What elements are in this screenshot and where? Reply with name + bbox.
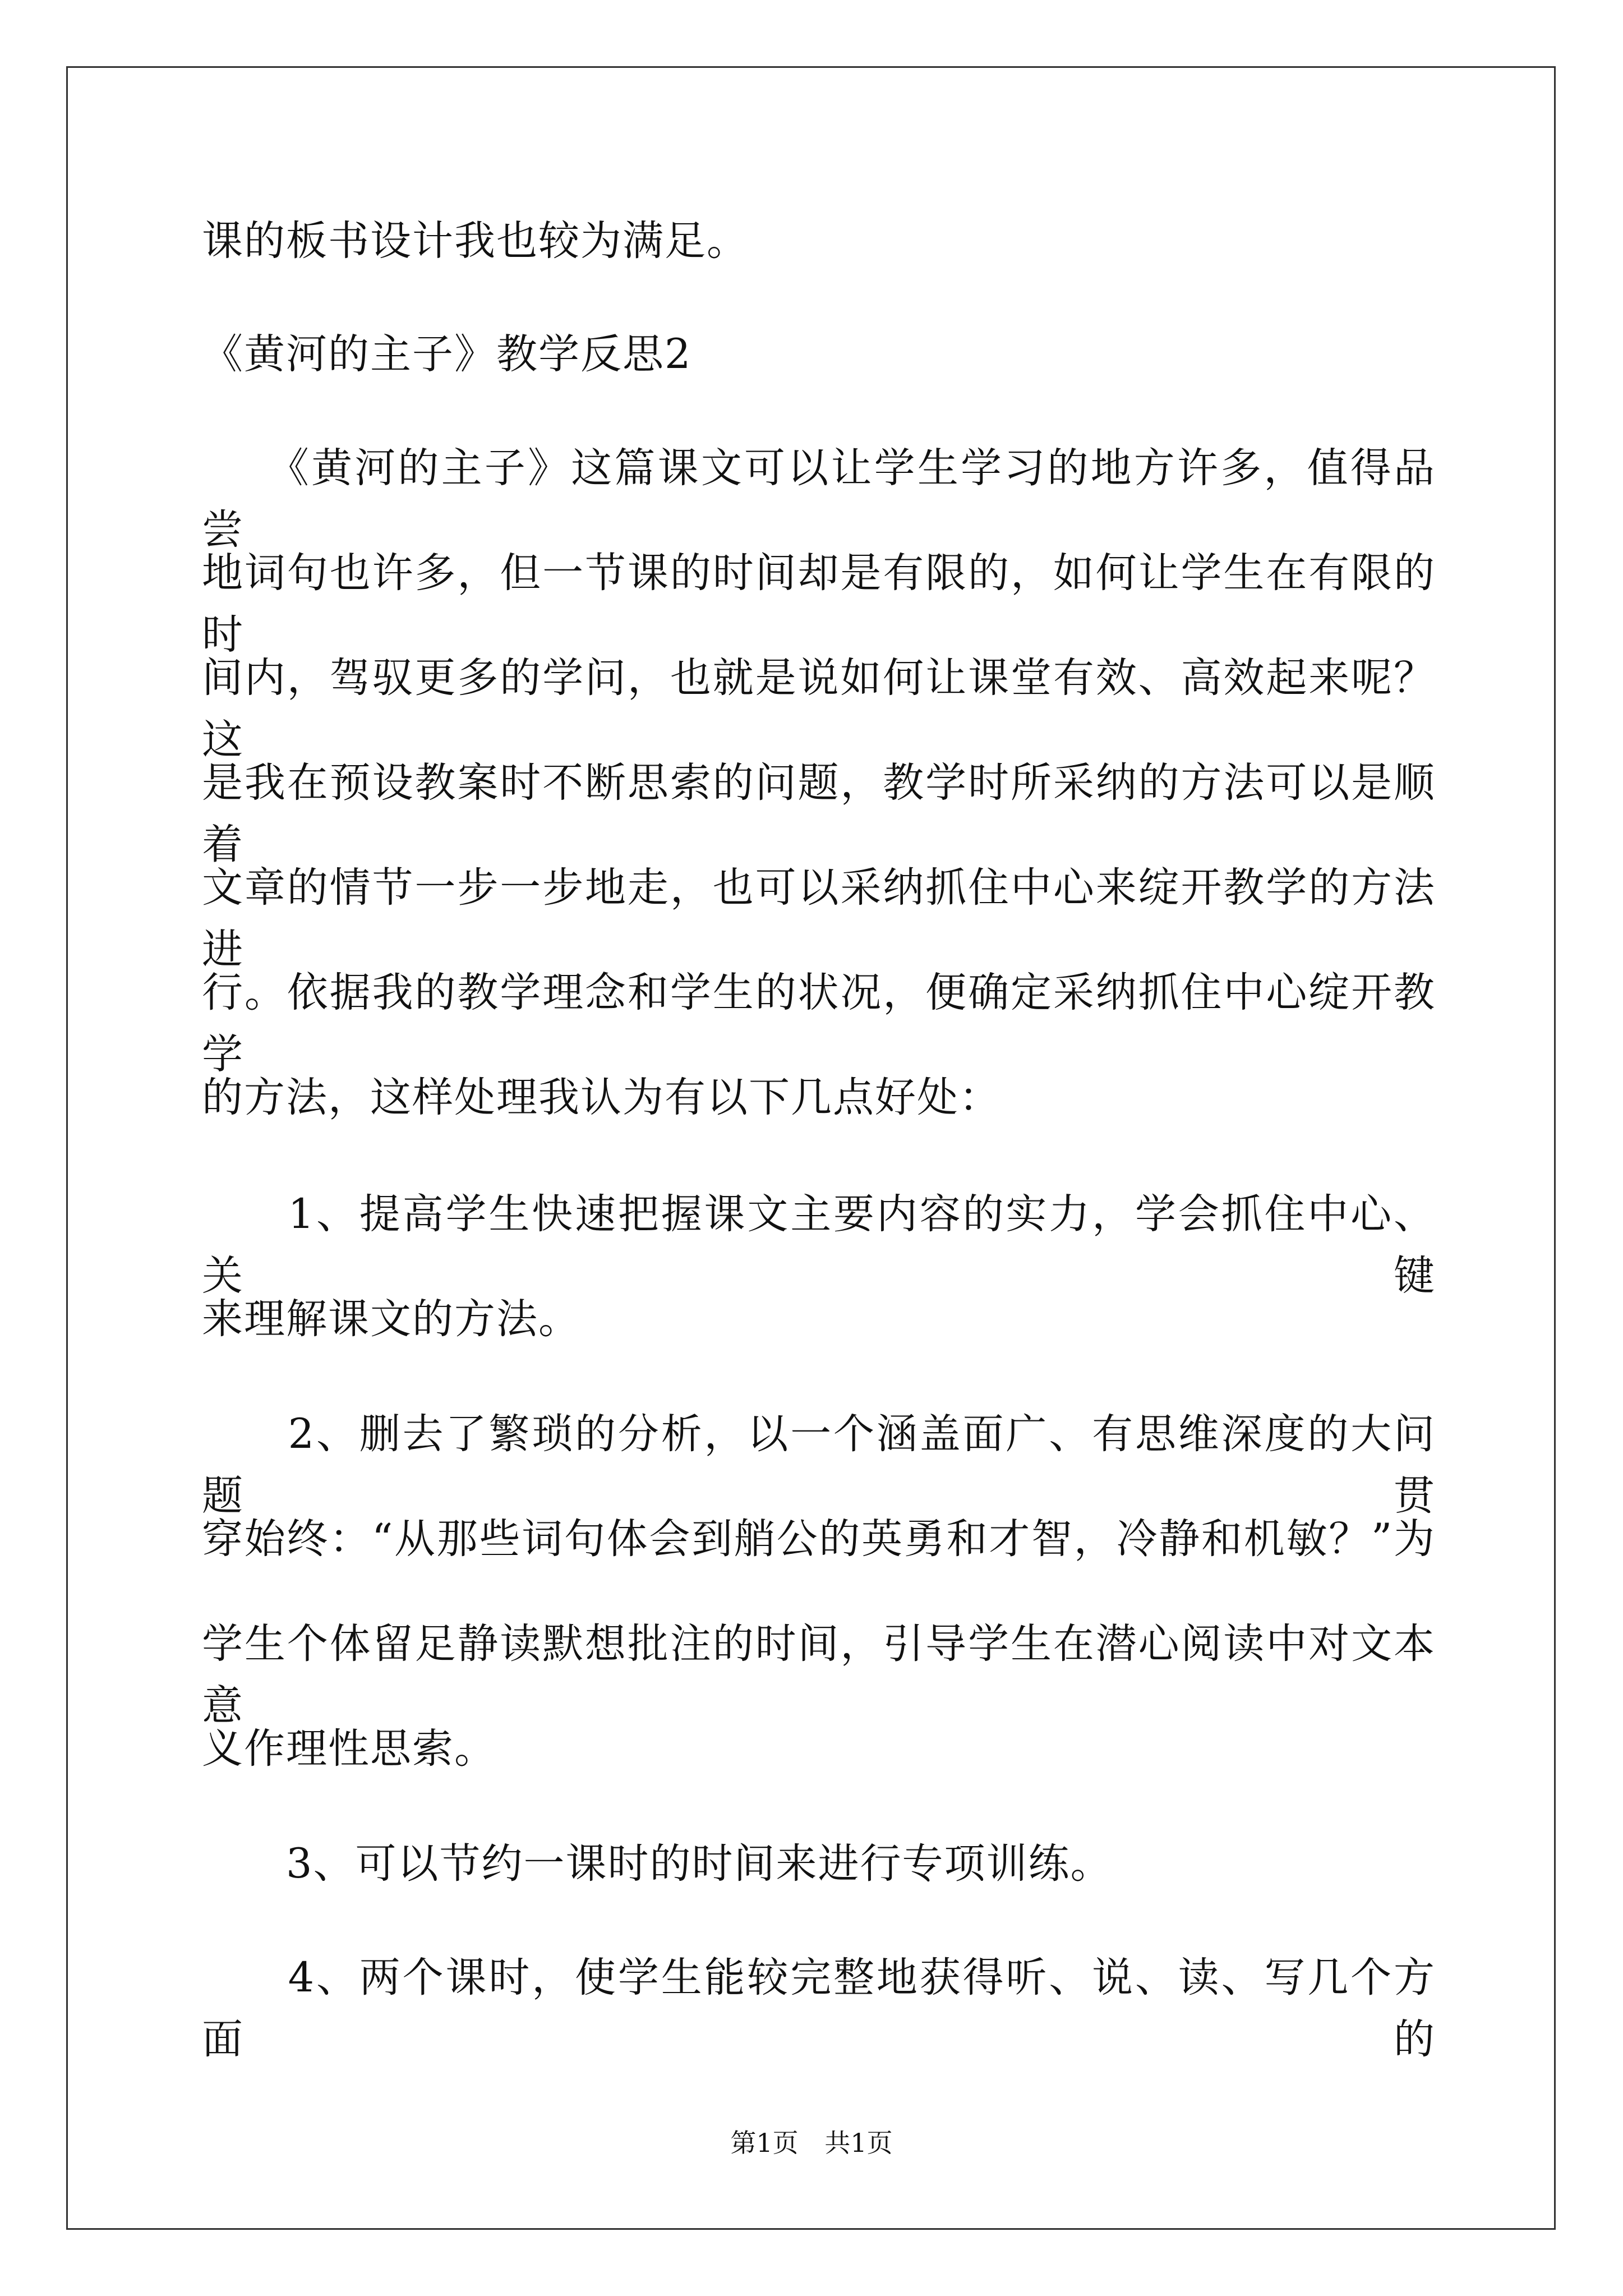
page-total: 共1页 [824, 2128, 893, 2158]
text-line: 课的板书设计我也较为满足。 [202, 217, 749, 265]
text-line: 来理解课文的方法。 [202, 1295, 580, 1343]
text-line: 1、提高学生快速把握课文主要内容的实力，学会抓住中心、关键 [202, 1190, 1436, 1300]
text-line: 学生个体留足静读默想批注的时间，引导学生在潜心阅读中对文本意 [202, 1620, 1436, 1729]
text-line: 行。依据我的教学理念和学生的状况，便确定采纳抓住中心绽开教学 [202, 969, 1436, 1078]
text-line: 4、两个课时，使学生能较完整地获得听、说、读、写几个方面的 [202, 1954, 1436, 2063]
text-line: 穿始终：“从那些词句体会到艄公的英勇和才智，冷静和机敏？”为 [202, 1515, 1436, 1563]
text-line: 义作理性思索。 [202, 1725, 496, 1773]
text-line: 地词句也许多，但一节课的时间却是有限的，如何让学生在有限的时 [202, 549, 1436, 659]
page-border [66, 66, 1556, 2230]
section-heading: 《黄河的主子》教学反思2 [202, 330, 692, 378]
text-line: 是我在预设教案时不断思索的问题，教学时所采纳的方法可以是顺着 [202, 759, 1436, 868]
text-line: 3、可以节约一课时的时间来进行专项训练。 [202, 1840, 1113, 1888]
text-line: 《黄河的主子》这篇课文可以让学生学习的地方许多，值得品尝 [202, 444, 1436, 554]
text-line: 间内，驾驭更多的学问，也就是说如何让课堂有效、高效起来呢？这 [202, 654, 1436, 763]
page-footer [0, 2126, 1623, 2160]
page-number: 第1页 [730, 2128, 799, 2158]
text-line: 的方法，这样处理我认为有以下几点好处： [202, 1074, 1001, 1121]
text-line: 文章的情节一步一步地走，也可以采纳抓住中心来绽开教学的方法进 [202, 864, 1436, 973]
text-line: 2、删去了繁琐的分析，以一个涵盖面广、有思维深度的大问题贯 [202, 1410, 1436, 1520]
